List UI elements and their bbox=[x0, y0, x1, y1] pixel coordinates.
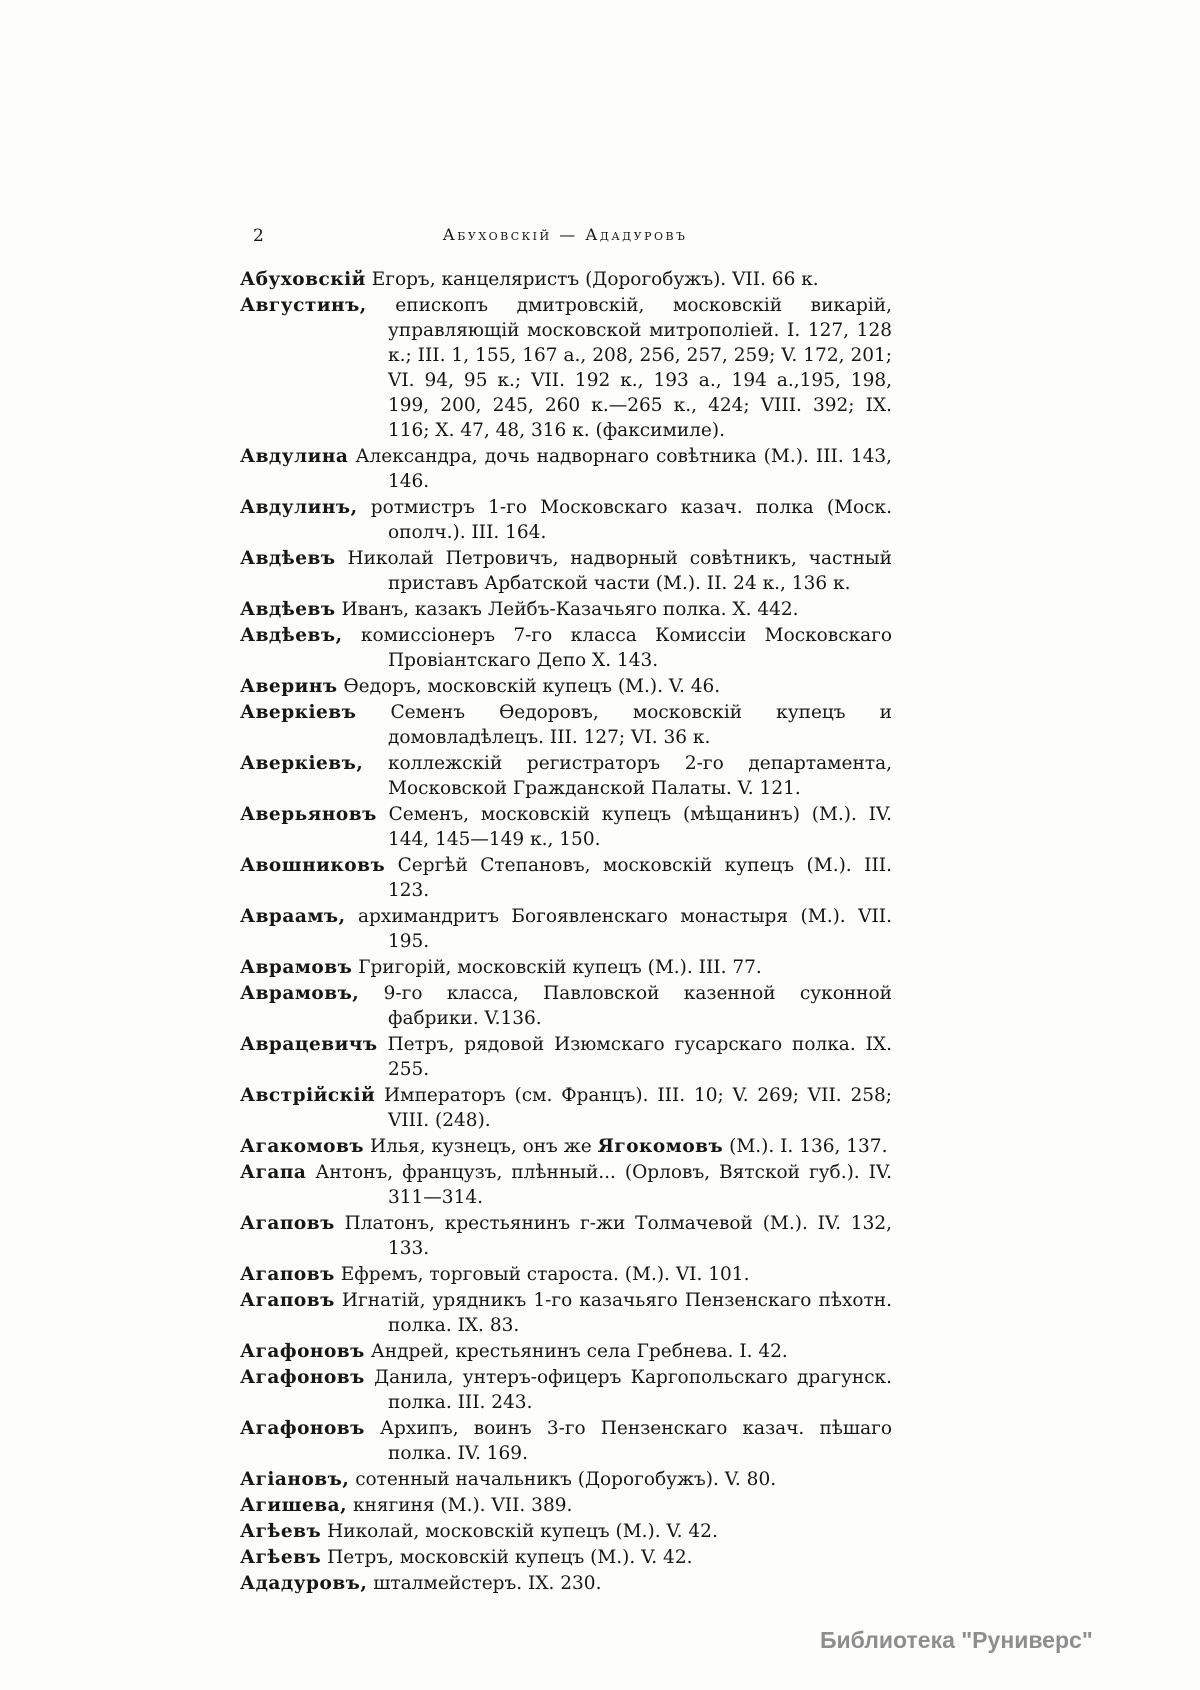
entry-term: Ададуровъ, bbox=[240, 1573, 368, 1594]
entry-term: Агаповъ bbox=[240, 1213, 335, 1234]
index-entry bbox=[240, 955, 892, 980]
index-entry bbox=[240, 1571, 892, 1596]
entry-text: Игнатій, урядникъ 1-го казачьяго Пензенскаго пѣхотн. полка. IX. 83. bbox=[341, 1290, 892, 1336]
entry-term: Авдѣевъ, bbox=[240, 625, 343, 646]
entry-term: Аврамовъ bbox=[240, 957, 353, 978]
entry-term: Агакомовъ bbox=[240, 1136, 365, 1157]
index-entry bbox=[240, 597, 892, 622]
index-entry bbox=[240, 1467, 892, 1492]
index-entry bbox=[240, 1134, 892, 1159]
entry-term: Аверкіевъ bbox=[240, 702, 357, 723]
entry-text: Егоръ, канцеляристъ (Дорогобужъ). VII. 66 к. bbox=[371, 269, 819, 290]
entry-text: Императоръ (см. Францъ). III. 10; V. 269; VII. 258; VIII. (248). bbox=[384, 1085, 892, 1131]
entry-text: Николай, московскій купецъ (М.). V. 42. bbox=[327, 1521, 718, 1542]
index-entry bbox=[240, 853, 892, 903]
entry-term: Аврацевичъ bbox=[240, 1034, 378, 1055]
entry-term: Аверинъ bbox=[240, 676, 338, 697]
entry-text: Семенъ Ѳедоровъ, московскій купецъ и домовладѣлецъ. III. 127; VI. 36 к. bbox=[388, 702, 892, 748]
entry-text: комиссіонеръ 7-го класса Комиссіи Московскаго Провіантскаго Депо X. 143. bbox=[360, 625, 892, 671]
entry-term: Аврамовъ, bbox=[240, 983, 360, 1004]
entry-text: Илья, кузнецъ, онъ же bbox=[369, 1136, 592, 1157]
index-entry bbox=[240, 495, 892, 545]
index-entry bbox=[240, 546, 892, 596]
entry-term: Агаповъ bbox=[240, 1264, 335, 1285]
entry-text: Сергѣй Степановъ, московскій купецъ (М.). III. 123. bbox=[388, 855, 892, 901]
index-entries bbox=[240, 267, 892, 1597]
library-watermark: Библиотека "Руниверс" bbox=[820, 1627, 1093, 1653]
entry-text: Данила, унтеръ-офицеръ Каргопольскаго драгунск. полка. III. 243. bbox=[374, 1367, 892, 1413]
entry-text: Платонъ, крестьянинъ г-жи Толмачевой (М.). IV. 132, 133. bbox=[344, 1213, 892, 1259]
index-entry bbox=[240, 444, 892, 494]
entry-term: Агѣевъ bbox=[240, 1521, 322, 1542]
index-entry bbox=[240, 1288, 892, 1338]
entry-text: ротмистръ 1-го Московскаго казач. полка (Моск. ополч.). III. 164. bbox=[370, 497, 892, 543]
index-entry bbox=[240, 1160, 892, 1210]
index-entry bbox=[240, 981, 892, 1031]
entry-text: Петръ, московскій купецъ (М.). V. 42. bbox=[327, 1547, 693, 1568]
index-entry bbox=[240, 802, 892, 852]
index-entry bbox=[240, 623, 892, 673]
entry-text: Александра, дочь надворнаго совѣтника (М.). III. 143, 146. bbox=[355, 446, 892, 492]
entry-term: Агіановъ, bbox=[240, 1469, 350, 1490]
entry-text: Семенъ, московскій купецъ (мѣщанинъ) (М.). IV. 144, 145—149 к., 150. bbox=[388, 804, 892, 850]
index-entry bbox=[240, 267, 892, 292]
entry-text: сотенный начальникъ (Дорогобужъ). V. 80. bbox=[355, 1469, 777, 1490]
entry-term: Авраамъ, bbox=[240, 906, 346, 927]
entry-term: Австрійскій bbox=[240, 1085, 376, 1106]
entry-text: (М.). I. 136, 137. bbox=[729, 1136, 888, 1157]
entry-term-alias: Ягокомовъ bbox=[597, 1136, 724, 1157]
entry-term: Аверьяновъ bbox=[240, 804, 377, 825]
entry-text: княгиня (М.). VII. 389. bbox=[352, 1495, 573, 1516]
entry-text: епископъ дмитровскій, московскій викарій, управляющій московской митрополіей. I. 127, 128 к.; III. 1, 155, 167 а., 208, 256, 257, 259; V. 172, 201; VI. 94, 95 к.; VII. 192 к., 193 а., 194 а.,195, 198, 199, 200, 245, 260 к.—265 к., 424; VIII. 392; IX. 116; X. 47, 48, 316 к. (факсимиле). bbox=[388, 295, 892, 441]
entry-term: Аверкіевъ, bbox=[240, 753, 364, 774]
entry-term: Агафоновъ bbox=[240, 1341, 365, 1362]
entry-term: Агаповъ bbox=[240, 1290, 335, 1311]
entry-text: Ѳедоръ, московскій купецъ (М.). V. 46. bbox=[343, 676, 721, 697]
entry-term: Авдѣевъ bbox=[240, 548, 336, 569]
entry-term: Агапа bbox=[240, 1162, 307, 1183]
entry-text: Андрей, крестьянинъ села Гребнева. I. 42. bbox=[370, 1341, 788, 1362]
index-entry bbox=[240, 904, 892, 954]
entry-text: 9-го класса, Павловской казенной суконной фабрики. V.136. bbox=[383, 983, 892, 1029]
entry-term: Агѣевъ bbox=[240, 1547, 322, 1568]
entry-term: Агишева, bbox=[240, 1495, 348, 1516]
index-entry bbox=[240, 1493, 892, 1518]
index-entry bbox=[240, 1365, 892, 1415]
entry-text: Иванъ, казакъ Лейбъ-Казачьяго полка. X. 442. bbox=[341, 599, 799, 620]
running-head: Абуховскій — Ададуровъ bbox=[442, 225, 688, 244]
entry-term: Агафоновъ bbox=[240, 1367, 365, 1388]
entry-term: Авдулинъ, bbox=[240, 497, 358, 518]
page-number: 2 bbox=[253, 226, 264, 246]
entry-term: Авдѣевъ bbox=[240, 599, 336, 620]
entry-text: Архипъ, воинъ 3-го Пензенскаго казач. пѣшаго полка. IV. 169. bbox=[379, 1418, 892, 1464]
index-entry bbox=[240, 1083, 892, 1133]
entry-text: Ефремъ, торговый староста. (М.). VI. 101. bbox=[340, 1264, 750, 1285]
index-entry bbox=[240, 1339, 892, 1364]
index-entry bbox=[240, 700, 892, 750]
entry-term: Абуховскій bbox=[240, 269, 366, 290]
entry-text: Петръ, рядовой Изюмскаго гусарскаго полка. IX. 255. bbox=[387, 1034, 892, 1080]
index-entry bbox=[240, 1416, 892, 1466]
entry-term: Августинъ, bbox=[240, 295, 367, 316]
entry-term: Авдулина bbox=[240, 446, 349, 467]
entry-text: Григорій, московскій купецъ (М.). III. 77. bbox=[358, 957, 762, 978]
index-entry bbox=[240, 1262, 892, 1287]
entry-text: коллежскій регистраторъ 2-го департамента, Московской Гражданской Палаты. V. 121. bbox=[387, 753, 892, 799]
index-entry bbox=[240, 751, 892, 801]
entry-term: Агафоновъ bbox=[240, 1418, 365, 1439]
index-entry bbox=[240, 1211, 892, 1261]
entry-text: Николай Петровичъ, надворный совѣтникъ, частный приставъ Арбатской части (М.). II. 24 к., 136 к. bbox=[347, 548, 892, 594]
index-entry bbox=[240, 1545, 892, 1570]
entry-text: архимандритъ Богоявленскаго монастыря (М.). VII. 195. bbox=[358, 906, 892, 952]
entry-text: Антонъ, французъ, плѣнный... (Орловъ, Вятской губ.). IV. 311—314. bbox=[315, 1162, 892, 1208]
index-entry bbox=[240, 674, 892, 699]
index-entry bbox=[240, 1032, 892, 1082]
entry-text: шталмейстеръ. IX. 230. bbox=[373, 1573, 602, 1594]
index-entry bbox=[240, 1519, 892, 1544]
entry-term: Авошниковъ bbox=[240, 855, 386, 876]
index-entry bbox=[240, 293, 892, 443]
